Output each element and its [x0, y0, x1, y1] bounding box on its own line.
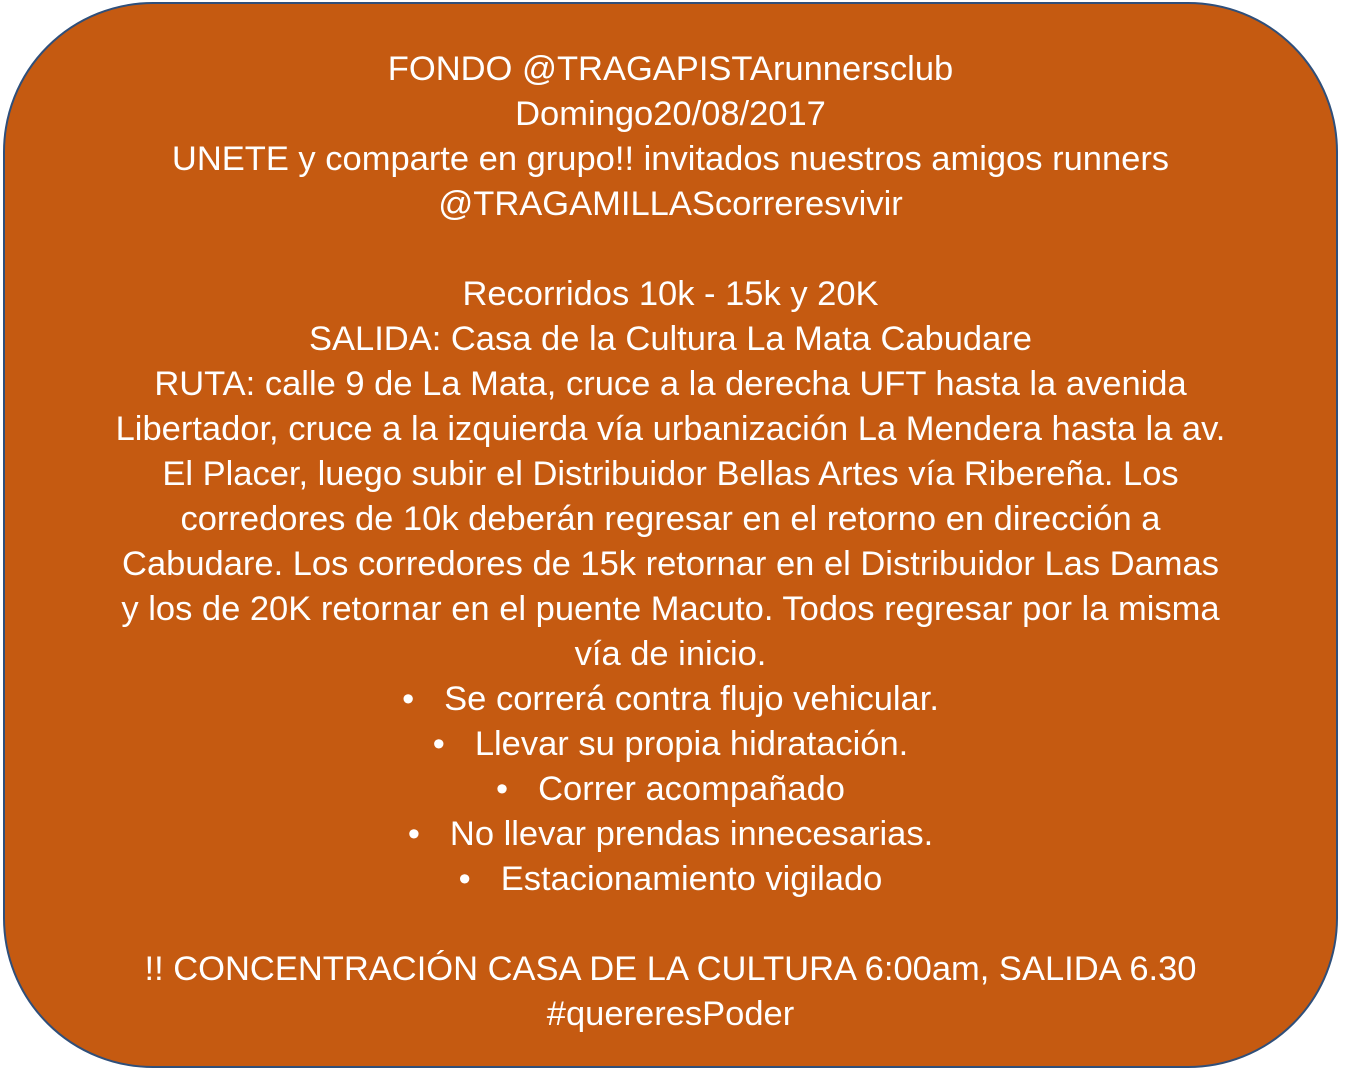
rule-text: Se correrá contra flujo vehicular.	[444, 680, 939, 718]
bullet-icon: •	[458, 860, 471, 898]
start-location-text: SALIDA: Casa de la Cultura La Mata Cabudare	[309, 320, 1032, 358]
meeting-time-text: !! CONCENTRACIÓN CASA DE LA CULTURA 6:00am, SALIDA 6.30	[144, 950, 1197, 988]
bullet-icon: •	[432, 725, 445, 763]
event-title: FONDO @TRAGAPISTArunnersclub	[387, 50, 954, 88]
rule-text: Correr acompañado	[538, 770, 845, 808]
list-item	[5, 857, 1336, 902]
rule-text: Estacionamiento vigilado	[500, 860, 883, 898]
bullet-icon: •	[496, 770, 509, 808]
route-description	[5, 362, 1336, 677]
rule-text: No llevar prendas innecesarias.	[449, 815, 934, 853]
route-line: y los de 20K retornar en el puente Macuto. Todos regresar por la misma	[121, 590, 1220, 628]
list-item	[5, 812, 1336, 857]
guest-club-handle: @TRAGAMILLAScorreresvivir	[438, 185, 903, 223]
spacer	[5, 902, 1336, 947]
rules-list	[5, 677, 1336, 902]
route-line: Cabudare. Los corredores de 15k retornar en el Distribuidor Las Damas	[122, 545, 1219, 583]
invite-text: UNETE y comparte en grupo!! invitados nuestros amigos runners	[171, 140, 1170, 178]
routes-text: Recorridos 10k - 15k y 20K	[462, 275, 879, 313]
bullet-icon: •	[402, 680, 415, 718]
hashtag: #quereresPoder	[546, 995, 795, 1033]
event-date: Domingo20/08/2017	[515, 95, 826, 133]
list-item	[5, 677, 1336, 722]
rule-text: Llevar su propia hidratación.	[474, 725, 909, 763]
bullet-icon: •	[407, 815, 420, 853]
event-flyer-card	[3, 2, 1338, 1068]
route-line: Libertador, cruce a la izquierda vía urbanización La Mendera hasta la av.	[115, 410, 1226, 448]
route-line: vía de inicio.	[574, 635, 767, 673]
route-line: El Placer, luego subir el Distribuidor Bellas Artes vía Ribereña. Los	[162, 455, 1179, 493]
spacer	[5, 227, 1336, 272]
route-line: corredores de 10k deberán regresar en el retorno en dirección a	[180, 500, 1161, 538]
list-item	[5, 722, 1336, 767]
list-item	[5, 767, 1336, 812]
route-line: RUTA: calle 9 de La Mata, cruce a la derecha UFT hasta la avenida	[154, 365, 1187, 403]
